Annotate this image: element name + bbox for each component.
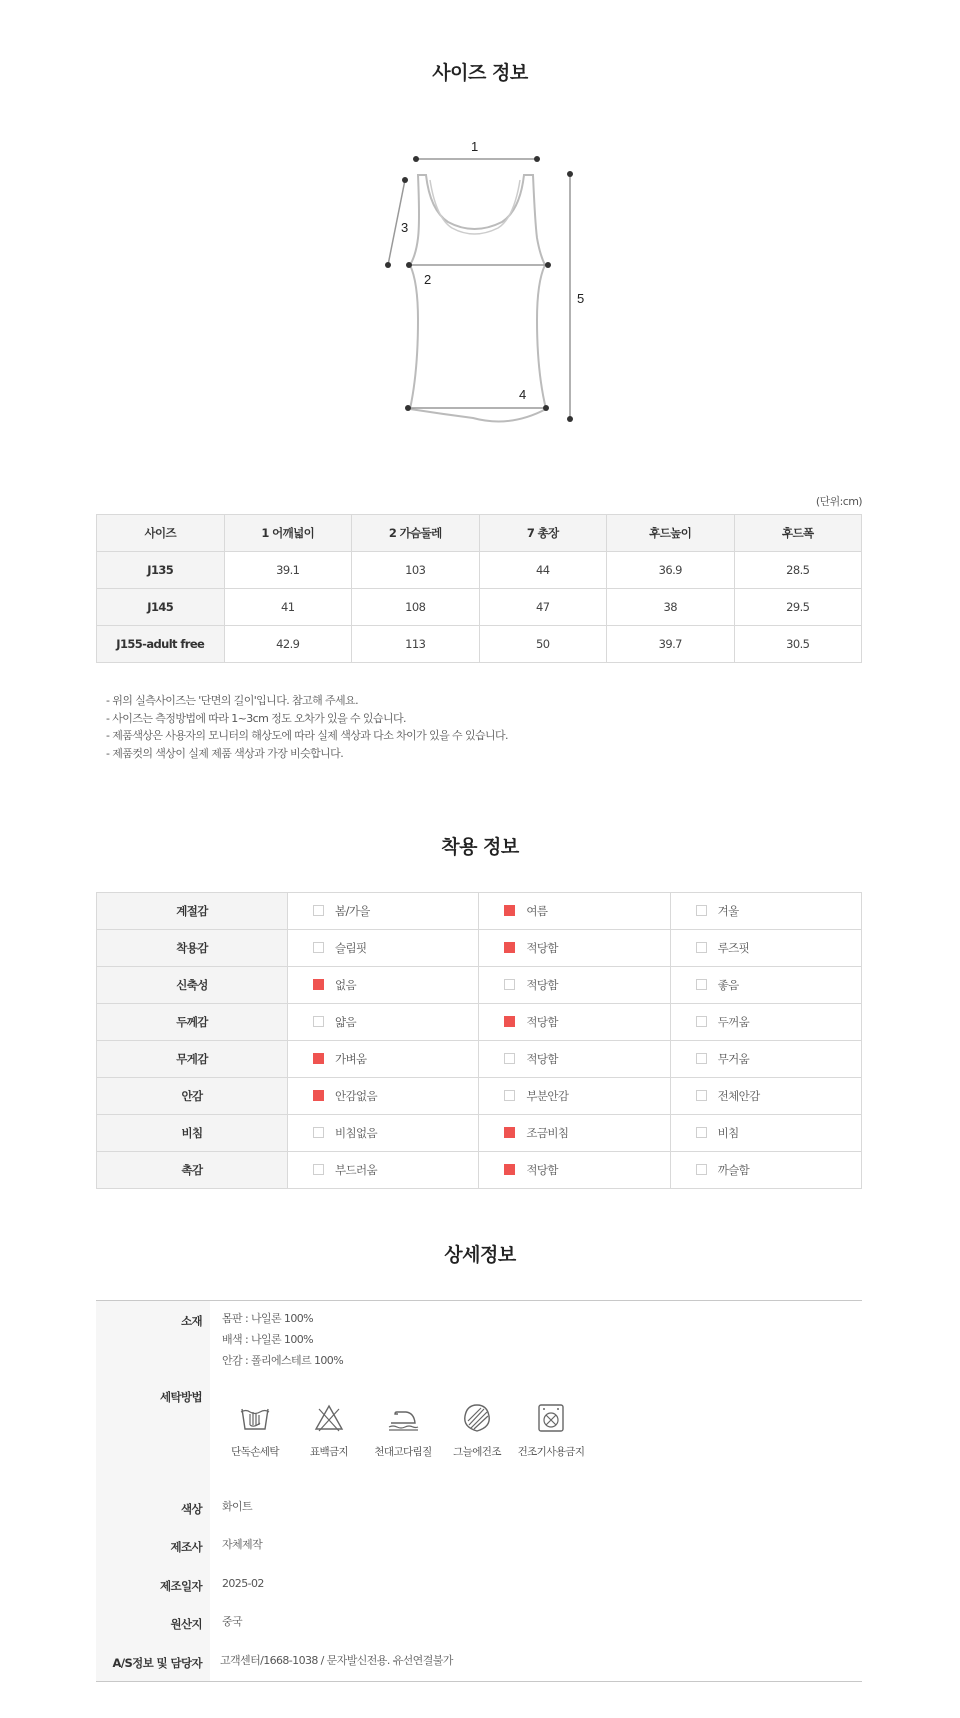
manufacture-date-value: 2025-02 <box>222 1577 264 1590</box>
size-table-header: 7 총장 <box>479 515 607 552</box>
fit-option <box>670 930 861 967</box>
unchecked-box-icon <box>696 979 707 990</box>
origin-value: 중국 <box>222 1615 243 1628</box>
detail-info-title: 상세정보 <box>444 1244 516 1266</box>
fit-option-label: 슬림핏 <box>335 941 367 955</box>
unchecked-box-icon <box>504 979 515 990</box>
table-cell: 38 <box>607 589 735 626</box>
fit-option <box>670 1152 861 1189</box>
fit-row-label: 신축성 <box>97 967 288 1004</box>
fit-row <box>97 893 862 930</box>
fit-option-label: 적당함 <box>526 941 558 955</box>
size-table-header: 사이즈 <box>97 515 225 552</box>
checked-box-icon <box>313 1090 324 1101</box>
unchecked-box-icon <box>696 1053 707 1064</box>
size-name-cell: J145 <box>97 589 225 626</box>
fit-option <box>479 1041 670 1078</box>
measure-label-4: 4 <box>519 387 526 402</box>
fit-option-label: 봄/가을 <box>335 904 370 918</box>
fit-option-label: 적당함 <box>526 1015 558 1029</box>
wash-item-label: 천대고다림질 <box>374 1446 432 1458</box>
fit-option <box>670 1041 861 1078</box>
table-cell: 42.9 <box>224 626 352 663</box>
fit-option <box>288 1115 479 1152</box>
fit-option <box>288 1004 479 1041</box>
tank-top-size-diagram <box>360 125 600 445</box>
fit-option <box>479 1004 670 1041</box>
fit-option <box>288 1152 479 1189</box>
material-line: 배색 : 나일론 100% <box>222 1333 313 1346</box>
unchecked-box-icon <box>313 1016 324 1027</box>
checked-box-icon <box>504 1016 515 1027</box>
fit-row-label: 촉감 <box>97 1152 288 1189</box>
fit-option <box>670 1004 861 1041</box>
measure-dot <box>545 262 551 268</box>
fit-table <box>96 892 862 1189</box>
measure-dot <box>567 171 573 177</box>
wash-item-label: 건조기사용금지 <box>517 1446 585 1458</box>
origin-label: 원산지 <box>170 1617 202 1631</box>
size-table-header: 후드높이 <box>607 515 735 552</box>
table-cell: 29.5 <box>734 589 862 626</box>
fit-row-label: 착용감 <box>97 930 288 967</box>
fit-option <box>479 893 670 930</box>
wash-item <box>514 1401 588 1459</box>
fit-row <box>97 930 862 967</box>
wash-item <box>218 1401 292 1459</box>
fit-row <box>97 1152 862 1189</box>
unchecked-box-icon <box>696 1127 707 1138</box>
table-cell: 47 <box>479 589 607 626</box>
material-value <box>222 1308 343 1371</box>
measure-dot <box>402 177 408 183</box>
size-info-title: 사이즈 정보 <box>432 62 528 84</box>
maker-value: 자체제작 <box>222 1538 263 1551</box>
wash-item <box>292 1401 366 1459</box>
manufacture-date-label: 제조일자 <box>159 1579 202 1593</box>
size-table-header: 1 어깨넓이 <box>224 515 352 552</box>
fit-option-label: 부분안감 <box>526 1089 569 1103</box>
measure-dot <box>405 405 411 411</box>
fit-option <box>479 930 670 967</box>
measure-dot <box>385 262 391 268</box>
fit-option <box>288 930 479 967</box>
no-tumble-dry-icon <box>534 1401 568 1435</box>
wash-item-label: 표백금지 <box>309 1446 349 1458</box>
fit-row-label: 계절감 <box>97 893 288 930</box>
as-info-label: A/S정보 및 담당자 <box>112 1656 202 1670</box>
unchecked-box-icon <box>696 905 707 916</box>
fit-row-label: 안감 <box>97 1078 288 1115</box>
fit-row-label: 두께감 <box>97 1004 288 1041</box>
fit-row <box>97 1041 862 1078</box>
fit-option <box>288 893 479 930</box>
garment-neckline-inner <box>430 180 520 234</box>
unchecked-box-icon <box>313 1127 324 1138</box>
fit-option-label: 비침 <box>717 1126 739 1140</box>
checked-box-icon <box>504 1164 515 1175</box>
size-table <box>96 514 862 663</box>
fit-option-label: 겨울 <box>717 904 739 918</box>
measure-dot <box>543 405 549 411</box>
measure-label-5: 5 <box>577 291 584 306</box>
fit-option-label: 없음 <box>335 978 357 992</box>
table-cell: 41 <box>224 589 352 626</box>
fit-row-label: 무게감 <box>97 1041 288 1078</box>
fit-option-label: 적당함 <box>526 1163 558 1177</box>
measure-dot <box>534 156 540 162</box>
shade-dry-icon <box>460 1401 494 1435</box>
unchecked-box-icon <box>696 1090 707 1101</box>
fit-option <box>479 1152 670 1189</box>
measure-label-3: 3 <box>401 220 408 235</box>
size-name-cell: J155-adult free <box>97 626 225 663</box>
checked-box-icon <box>504 942 515 953</box>
color-value: 화이트 <box>222 1500 253 1513</box>
table-cell: 103 <box>352 552 480 589</box>
fit-info-title: 착용 정보 <box>441 836 519 858</box>
size-table-header-row <box>97 515 862 552</box>
detail-table <box>96 1300 862 1682</box>
measure-dot <box>413 156 419 162</box>
fit-option-label: 안감없음 <box>335 1089 378 1103</box>
checked-box-icon <box>313 979 324 990</box>
fit-option <box>479 1078 670 1115</box>
fit-option-label: 좋음 <box>717 978 739 992</box>
table-cell: 50 <box>479 626 607 663</box>
wash-item <box>366 1401 440 1459</box>
fit-option-label: 두꺼움 <box>717 1015 750 1029</box>
iron-with-cloth-icon <box>386 1401 420 1435</box>
material-line: 안감 : 폴리에스테르 100% <box>222 1354 344 1367</box>
unchecked-box-icon <box>696 1164 707 1175</box>
table-cell: 108 <box>352 589 480 626</box>
checked-box-icon <box>504 1127 515 1138</box>
fit-option-label: 루즈핏 <box>717 941 750 955</box>
wash-item-label: 단독손세탁 <box>231 1446 279 1458</box>
fit-option-label: 부드러움 <box>335 1163 378 1177</box>
fit-option <box>479 1115 670 1152</box>
table-row <box>97 552 862 589</box>
fit-option-label: 조금비침 <box>526 1126 569 1140</box>
garment-outline <box>410 175 546 421</box>
table-row <box>97 626 862 663</box>
size-notes <box>106 692 508 762</box>
table-cell: 30.5 <box>734 626 862 663</box>
unchecked-box-icon <box>696 942 707 953</box>
fit-row <box>97 967 862 1004</box>
unchecked-box-icon <box>313 1164 324 1175</box>
fit-row <box>97 1004 862 1041</box>
measure-label-1: 1 <box>471 139 478 154</box>
fit-row <box>97 1115 862 1152</box>
unchecked-box-icon <box>504 1090 515 1101</box>
hand-wash-icon <box>238 1401 272 1435</box>
fit-option <box>670 893 861 930</box>
as-info-value: 고객센터/1668-1038 / 문자발신전용. 유선연결불가 <box>220 1654 453 1667</box>
fit-option-label: 비침없음 <box>335 1126 378 1140</box>
material-label: 소재 <box>180 1314 202 1328</box>
unit-label: (단위:cm) <box>815 495 862 508</box>
fit-option <box>670 1115 861 1152</box>
fit-option-label: 적당함 <box>526 1052 558 1066</box>
table-row <box>97 589 862 626</box>
fit-option-label: 얇음 <box>335 1015 357 1029</box>
table-cell: 39.1 <box>224 552 352 589</box>
size-table-header: 2 가슴둘레 <box>352 515 480 552</box>
fit-option-label: 가벼움 <box>335 1052 367 1066</box>
fit-option <box>670 1078 861 1115</box>
size-name-cell: J135 <box>97 552 225 589</box>
fit-option <box>288 1041 479 1078</box>
fit-option-label: 전체안감 <box>717 1089 760 1103</box>
note-line: - 사이즈는 측정방법에 따라 1~3cm 정도 오차가 있을 수 있습니다. <box>106 711 406 725</box>
wash-label: 세탁방법 <box>159 1390 202 1404</box>
unchecked-box-icon <box>696 1016 707 1027</box>
size-table-header: 후드폭 <box>734 515 862 552</box>
wash-item-label: 그늘에건조 <box>453 1446 501 1458</box>
material-line: 몸판 : 나일론 100% <box>222 1312 313 1325</box>
no-bleach-icon <box>312 1401 346 1435</box>
note-line: - 제품색상은 사용자의 모니터의 해상도에 따라 실제 색상과 다소 차이가 있을 수 있습니다. <box>106 729 508 742</box>
fit-option-label: 적당함 <box>526 978 558 992</box>
fit-option <box>288 967 479 1004</box>
table-cell: 28.5 <box>734 552 862 589</box>
wash-item <box>440 1401 514 1459</box>
measure-dot <box>406 262 412 268</box>
table-cell: 36.9 <box>607 552 735 589</box>
fit-option <box>670 967 861 1004</box>
checked-box-icon <box>504 905 515 916</box>
unchecked-box-icon <box>313 905 324 916</box>
fit-option <box>288 1078 479 1115</box>
note-line: - 제품컷의 색상이 실제 제품 색상과 가장 비슷합니다. <box>106 746 344 760</box>
maker-label: 제조사 <box>170 1540 202 1554</box>
fit-option-label: 여름 <box>526 904 548 918</box>
table-cell: 113 <box>352 626 480 663</box>
fit-option <box>479 967 670 1004</box>
color-label: 색상 <box>180 1502 202 1516</box>
measure-dot <box>567 416 573 422</box>
fit-row <box>97 1078 862 1115</box>
checked-box-icon <box>313 1053 324 1064</box>
table-cell: 39.7 <box>607 626 735 663</box>
fit-option-label: 무거움 <box>717 1052 750 1066</box>
unchecked-box-icon <box>313 942 324 953</box>
note-line: - 위의 실측사이즈는 '단면의 길이'입니다. 참고해 주세요. <box>106 694 358 707</box>
table-cell: 44 <box>479 552 607 589</box>
fit-option-label: 까슬함 <box>717 1163 750 1177</box>
measure-label-2: 2 <box>424 272 431 287</box>
unchecked-box-icon <box>504 1053 515 1064</box>
fit-row-label: 비침 <box>97 1115 288 1152</box>
